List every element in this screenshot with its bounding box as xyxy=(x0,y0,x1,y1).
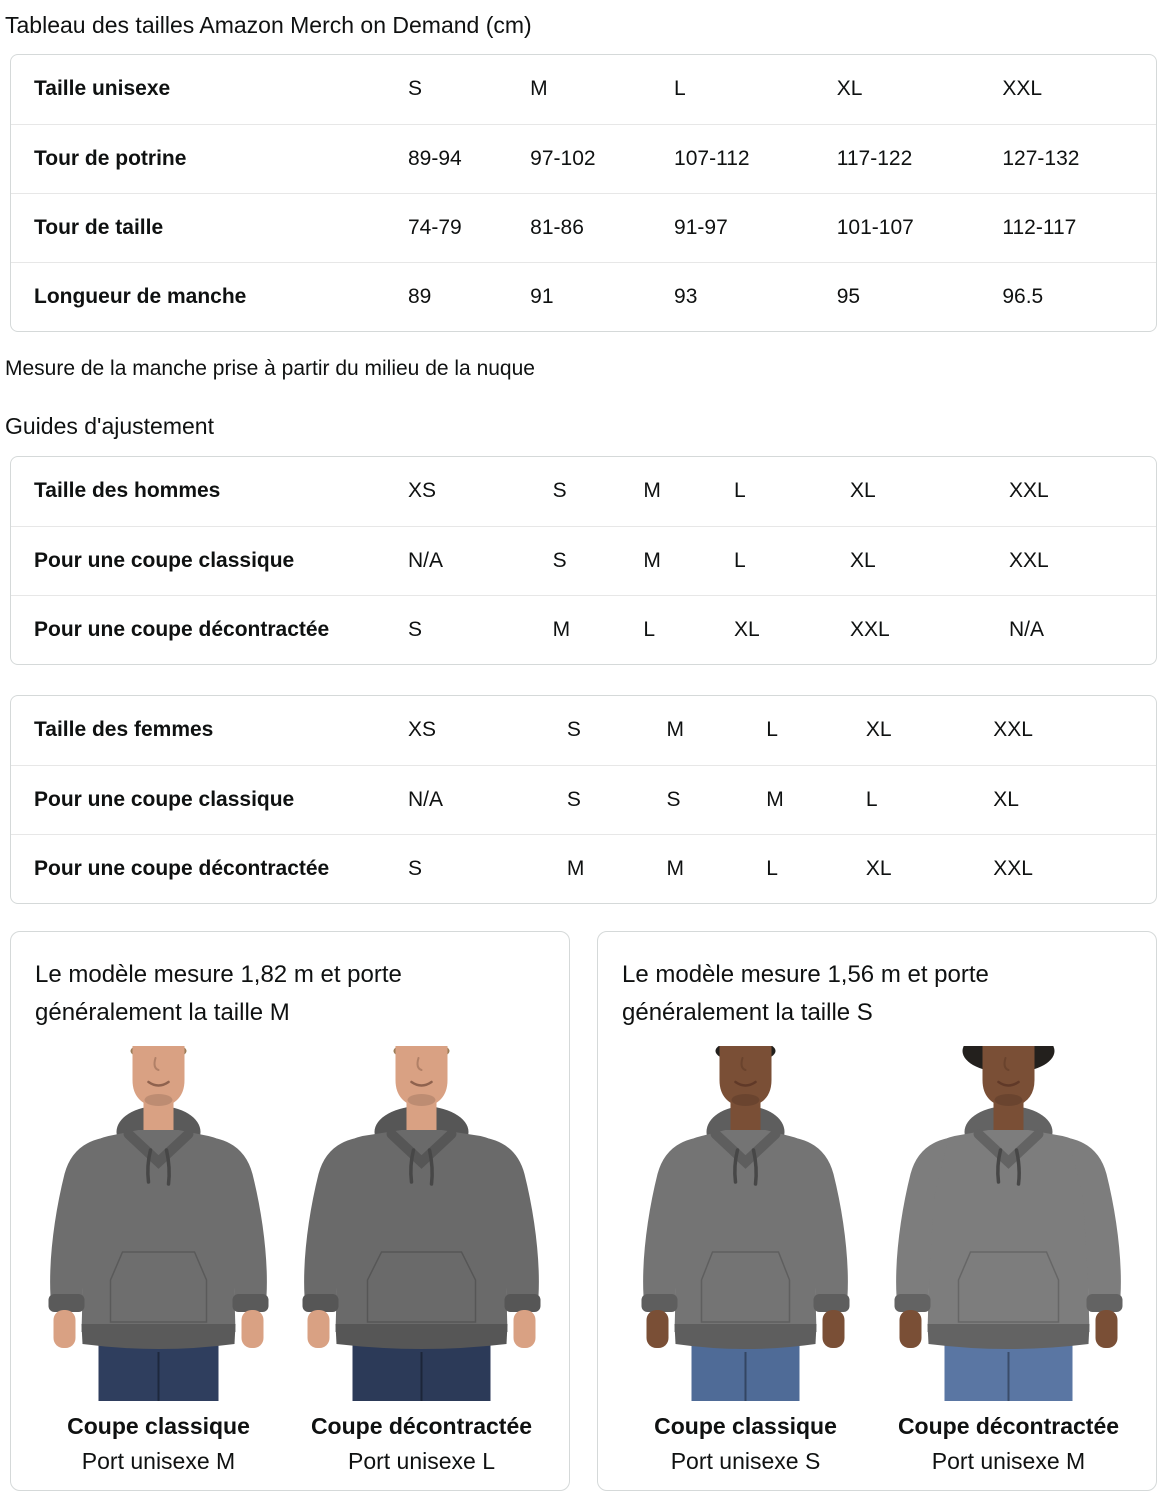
size-cell: 107-112 xyxy=(662,124,825,193)
size-cell: XL xyxy=(981,765,1156,834)
model-photos-row xyxy=(27,1046,553,1476)
size-cell: L xyxy=(854,765,981,834)
size-cell: N/A xyxy=(396,765,555,834)
model-photo-male-classic xyxy=(27,1046,290,1401)
size-cell: 117-122 xyxy=(825,124,991,193)
size-cell: 96.5 xyxy=(990,262,1156,331)
size-cell: S xyxy=(541,526,632,595)
size-cell: XS xyxy=(408,718,437,742)
caption-fit: Coupe décontractée xyxy=(897,1413,1120,1439)
model-photo-male-relaxed xyxy=(290,1046,553,1401)
size-cell: XXL xyxy=(1008,479,1049,503)
size-cell: XL xyxy=(865,718,892,742)
table-row xyxy=(11,124,1156,193)
size-cell: 91 xyxy=(518,262,662,331)
size-cell: N/A xyxy=(997,595,1156,664)
size-cell: M xyxy=(643,479,661,503)
caption-size: Port unisexe L xyxy=(347,1448,496,1474)
row-label: Tour de potrine xyxy=(11,124,396,193)
size-cell: XXL xyxy=(993,718,1033,742)
row-label: Taille unisexe xyxy=(34,77,171,101)
size-cell: XL xyxy=(722,595,838,664)
size-cell: M xyxy=(530,77,548,101)
caption-fit: Coupe classique xyxy=(67,1413,250,1439)
men-fit-table-card xyxy=(10,456,1157,665)
row-label: Longueur de manche xyxy=(11,262,396,331)
size-cell: 81-86 xyxy=(518,193,662,262)
table-row xyxy=(11,193,1156,262)
size-cell: XXL xyxy=(838,595,997,664)
table-row xyxy=(11,55,1156,124)
photo-caption xyxy=(290,1411,553,1476)
model-cards-row xyxy=(10,931,1157,1491)
size-cell: M xyxy=(666,718,685,742)
size-cell: 112-117 xyxy=(990,193,1156,262)
size-cell: L xyxy=(674,77,686,101)
sleeve-measure-note: Mesure de la manche prise à partir du milieu de la nuque xyxy=(5,357,535,380)
size-cell: M xyxy=(631,526,722,595)
row-label: Pour une coupe décontractée xyxy=(11,834,396,903)
photo-caption xyxy=(614,1411,877,1476)
caption-size: Port unisexe M xyxy=(81,1448,236,1474)
table-row xyxy=(11,595,1156,664)
model-card-male xyxy=(10,931,570,1491)
size-cell: 93 xyxy=(662,262,825,331)
size-cell: XL xyxy=(836,77,863,101)
table-row xyxy=(11,526,1156,595)
table-row xyxy=(11,696,1156,765)
size-cell: L xyxy=(754,834,854,903)
photo-caption xyxy=(27,1411,290,1476)
photo-caption xyxy=(877,1411,1140,1476)
model-photo-column xyxy=(290,1046,553,1476)
size-cell: L xyxy=(766,718,778,742)
size-cell: 91-97 xyxy=(662,193,825,262)
size-cell: XXL xyxy=(1002,77,1043,101)
table-row xyxy=(11,457,1156,526)
caption-size: Port unisexe M xyxy=(931,1448,1086,1474)
size-cell: S xyxy=(396,834,555,903)
size-cell: 97-102 xyxy=(518,124,662,193)
model-card-female xyxy=(597,931,1157,1491)
row-label: Taille des femmes xyxy=(34,718,214,742)
size-cell: L xyxy=(734,479,746,503)
row-label: Taille des hommes xyxy=(34,479,221,503)
row-label: Pour une coupe décontractée xyxy=(11,595,396,664)
caption-fit: Coupe classique xyxy=(654,1413,837,1439)
section-heading-fit-guides: Guides d'ajustement xyxy=(5,413,214,439)
size-cell: 74-79 xyxy=(396,193,518,262)
row-label: Pour une coupe classique xyxy=(11,765,396,834)
size-cell: S xyxy=(396,595,541,664)
size-cell: L xyxy=(631,595,722,664)
size-cell: XXL xyxy=(997,526,1156,595)
caption-size: Port unisexe S xyxy=(670,1448,821,1474)
size-cell: M xyxy=(541,595,632,664)
table-row xyxy=(11,834,1156,903)
size-cell: 89-94 xyxy=(396,124,518,193)
size-cell: M xyxy=(555,834,655,903)
model-photos-row xyxy=(614,1046,1140,1476)
size-cell: S xyxy=(408,77,423,101)
row-label: Pour une coupe classique xyxy=(11,526,396,595)
women-fit-table-card xyxy=(10,695,1157,904)
table-row xyxy=(11,262,1156,331)
model-photo-female-relaxed xyxy=(877,1046,1140,1401)
size-cell: XL xyxy=(838,526,997,595)
page-title: Tableau des tailles Amazon Merch on Demand (cm) xyxy=(5,12,532,38)
size-cell: M xyxy=(754,765,854,834)
size-cell: S xyxy=(552,479,567,503)
size-cell: S xyxy=(566,718,581,742)
model-photo-column xyxy=(614,1046,877,1476)
size-cell: XXL xyxy=(981,834,1156,903)
unisex-size-table xyxy=(11,55,1156,331)
women-fit-table xyxy=(11,696,1156,903)
men-fit-table xyxy=(11,457,1156,664)
size-cell: XS xyxy=(408,479,437,503)
model-photo-column xyxy=(27,1046,290,1476)
size-cell: 95 xyxy=(825,262,991,331)
row-label: Tour de taille xyxy=(11,193,396,262)
table-row xyxy=(11,765,1156,834)
size-cell: XL xyxy=(854,834,981,903)
caption-fit: Coupe décontractée xyxy=(310,1413,533,1439)
size-cell: S xyxy=(655,765,755,834)
size-cell: 89 xyxy=(396,262,518,331)
size-cell: 101-107 xyxy=(825,193,991,262)
model-photo-female-classic xyxy=(614,1046,877,1401)
size-cell: XL xyxy=(849,479,876,503)
model-photo-column xyxy=(877,1046,1140,1476)
size-cell: M xyxy=(655,834,755,903)
size-cell: S xyxy=(555,765,655,834)
size-cell: 127-132 xyxy=(990,124,1156,193)
model-card-heading: Le modèle mesure 1,82 m et porte généralement la taille M xyxy=(35,961,402,1026)
model-card-heading: Le modèle mesure 1,56 m et porte généralement la taille S xyxy=(622,961,989,1026)
size-cell: L xyxy=(722,526,838,595)
unisex-size-table-card xyxy=(10,54,1157,332)
size-cell: N/A xyxy=(396,526,541,595)
